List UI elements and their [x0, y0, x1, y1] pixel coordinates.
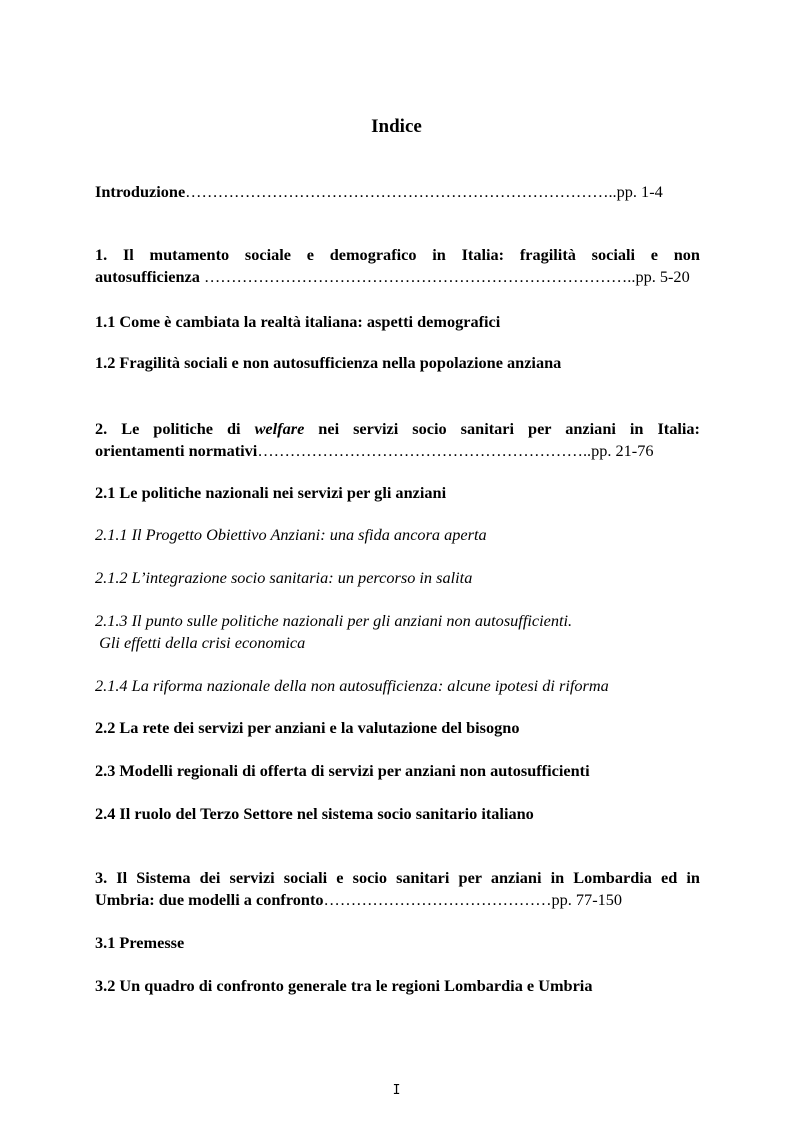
toc-leader-dots: …………………………………… — [323, 890, 552, 909]
toc-page-range: pp. 1-4 — [616, 182, 663, 201]
toc-entry-label-continued: Gli effetti della crisi economica — [95, 633, 306, 652]
page-number: I — [392, 1083, 401, 1098]
toc-entry-label: 1. Il mutamento sociale e demografico in Italia: fragilità sociali e non — [95, 245, 700, 264]
toc-entry-label-continued: Umbria: due modelli a confronto — [95, 890, 324, 909]
toc-entry-section-3-2: 3.2 Un quadro di confronto generale tra le regioni Lombardia e Umbria — [95, 976, 593, 995]
toc-entry-section-2-1-3 — [95, 610, 700, 654]
toc-entry-chapter-1 — [95, 244, 700, 288]
toc-entry-label: 2.1.3 Il punto sulle politiche nazionali per gli anziani non autosufficienti. — [95, 611, 573, 630]
toc-leader-dots: …………………………………………………………………….. — [185, 182, 617, 201]
toc-entry-section-1-2: 1.2 Fragilità sociali e non autosufficienza nella popolazione anziana — [95, 353, 562, 372]
toc-page-range: pp. 77-150 — [551, 890, 623, 909]
toc-entry-chapter-2 — [95, 418, 700, 462]
toc-entry-section-3-1: 3.1 Premesse — [95, 933, 185, 952]
toc-leader-dots: …………………………………………………….. — [257, 441, 592, 460]
toc-entry-label-emphasis: welfare — [254, 419, 305, 438]
toc-entry-label: Introduzione — [95, 182, 186, 201]
toc-entry-section-2-2: 2.2 La rete dei servizi per anziani e la valutazione del bisogno — [95, 718, 520, 737]
toc-entry-section-2-1: 2.1 Le politiche nazionali nei servizi per gli anziani — [95, 483, 447, 502]
toc-entry-label-continued: autosufficienza — [95, 267, 200, 286]
toc-entry-label-continued: orientamenti normativi — [95, 441, 258, 460]
toc-entry-section-2-3: 2.3 Modelli regionali di offerta di servizi per anziani non autosufficienti — [95, 761, 590, 780]
toc-entry-label — [95, 418, 700, 440]
toc-entry-section-1-1: 1.1 Come è cambiata la realtà italiana: aspetti demografici — [95, 312, 501, 331]
toc-entry-label: 3. Il Sistema dei servizi sociali e socio sanitari per anziani in Lombardia ed in — [95, 868, 700, 887]
toc-entry-label-part: nei servizi socio sanitari per anziani in Italia: — [304, 419, 700, 438]
toc-entry-section-2-1-4: 2.1.4 La riforma nazionale della non autosufficienza: alcune ipotesi di riforma — [95, 676, 609, 695]
page-title: Indice — [371, 116, 422, 137]
toc-entry-section-2-1-1: 2.1.1 Il Progetto Obiettivo Anziani: una sfida ancora aperta — [95, 525, 487, 544]
toc-entry-section-2-4: 2.4 Il ruolo del Terzo Settore nel sistema socio sanitario italiano — [95, 804, 534, 823]
toc-entry-chapter-3 — [95, 867, 700, 911]
toc-entry-introduction — [95, 181, 700, 203]
toc-entry-label-part: 2. Le politiche di — [95, 419, 255, 438]
toc-page-range: pp. 21-76 — [591, 441, 654, 460]
toc-leader-dots: …………………………………………………………………….. — [199, 267, 636, 286]
toc-entry-section-2-1-2: 2.1.2 L’integrazione socio sanitaria: un percorso in salita — [95, 568, 473, 587]
toc-page-range: pp. 5-20 — [635, 267, 690, 286]
